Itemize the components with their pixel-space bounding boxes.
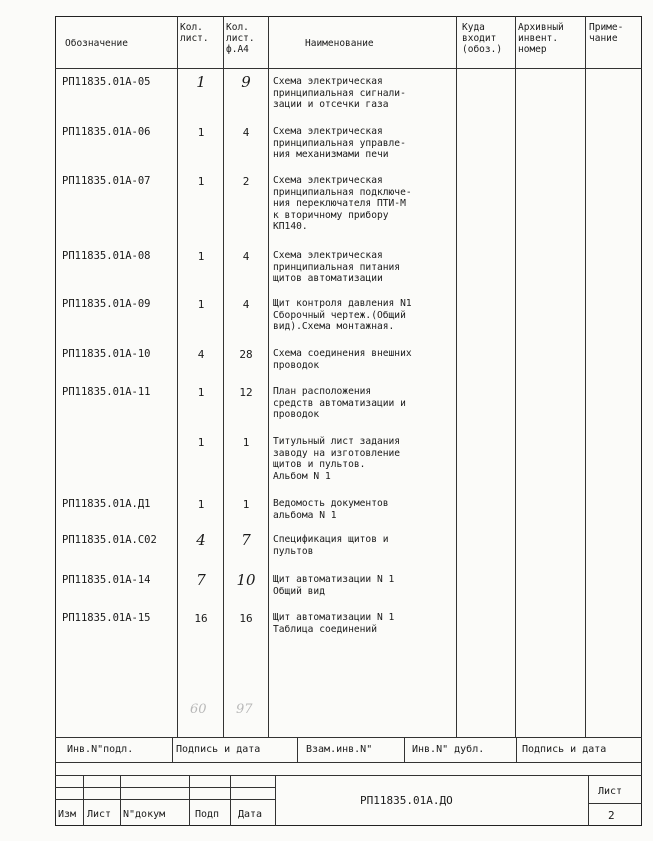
row-designation: РП11835.01А-14: [62, 574, 151, 586]
row-sheets-a4: 7: [241, 531, 251, 549]
row-name: Щит контроля давления N1 Сборочный чертеж.(Общий вид).Схема монтажная.: [273, 298, 412, 332]
row-sheets-a4: 10: [236, 571, 256, 589]
header-archive-no: Архивный инвент. номер: [518, 22, 564, 55]
titleblock-divider: [120, 775, 121, 826]
row-sheets: 1: [197, 386, 205, 399]
row-designation: РП11835.01А-11: [62, 386, 151, 398]
footer-divider: [297, 737, 298, 762]
row-sheets: 1: [197, 126, 205, 139]
header-designation: Обозначение: [65, 38, 128, 49]
row-designation: РП11835.01А-10: [62, 348, 151, 360]
row-sheets-a4: 16: [239, 612, 253, 625]
col-divider: [268, 16, 269, 737]
footer-inv-podl: Инв.N"подл.: [67, 744, 134, 755]
col-divider: [515, 16, 516, 737]
row-designation: РП11835.01А-06: [62, 126, 151, 138]
row-sheets-a4: 1: [242, 436, 250, 449]
row-sheets: 1: [196, 73, 206, 91]
row-designation: РП11835.01А-07: [62, 175, 151, 187]
row-sheets-a4: 4: [242, 250, 250, 263]
header-divider: [55, 68, 642, 69]
titleblock-line: [55, 799, 275, 800]
header-sheets: Кол. лист.: [180, 22, 209, 44]
header-note: Приме- чание: [589, 22, 624, 44]
row-name: План расположения средств автоматизации и проводок: [273, 386, 406, 420]
titleblock-divider: [588, 775, 589, 826]
row-sheets: 1: [197, 436, 205, 449]
titleblock-divider: [189, 775, 190, 826]
row-name: Щит автоматизации N 1 Общий вид: [273, 574, 395, 597]
footer-top-line: [55, 737, 642, 738]
row-sheets-a4: 1: [242, 498, 250, 511]
row-designation: РП11835.01А-09: [62, 298, 151, 310]
row-sheets: 1: [197, 250, 205, 263]
titleblock-doc-code: РП11835.01А.ДО: [360, 794, 453, 807]
row-sheets-a4: 2: [242, 175, 250, 188]
col-divider: [585, 16, 586, 737]
row-sheets: 1: [197, 175, 205, 188]
titleblock-sheet-label: Лист: [598, 786, 623, 797]
titleblock-divider: [83, 775, 84, 826]
titleblock-divider: [230, 775, 231, 826]
row-name: Схема соединения внешних проводок: [273, 348, 412, 371]
row-designation: РП11835.01А.Д1: [62, 498, 151, 510]
titleblock-list: Лист: [87, 809, 112, 820]
row-sheets: 7: [196, 571, 206, 589]
row-name: Ведомость документов альбома N 1: [273, 498, 389, 521]
row-sheets-a4: 12: [239, 386, 253, 399]
footer-sign-date-1: Подпись и дата: [176, 744, 261, 755]
row-designation: РП11835.01А-05: [62, 76, 151, 88]
titleblock-divider: [275, 775, 276, 826]
titleblock-data: Дата: [238, 809, 263, 820]
titleblock-line: [55, 787, 275, 788]
total-a4: 97: [236, 702, 253, 717]
row-name: Схема электрическая принципиальная управле- ния механизмами печи: [273, 126, 406, 160]
row-designation: РП11835.01А-08: [62, 250, 151, 262]
row-name: Схема электрическая принципиальная питания щитов автоматизации: [273, 250, 401, 284]
titleblock-izm: Изм: [58, 809, 77, 820]
row-designation: РП11835.01А-15: [62, 612, 151, 624]
footer-divider: [404, 737, 405, 762]
row-sheets-a4: 9: [241, 73, 251, 91]
col-divider: [456, 16, 457, 737]
titleblock-line: [588, 803, 642, 804]
row-sheets: 1: [197, 498, 205, 511]
footer-inv-dubl: Инв.N" дубл.: [412, 744, 485, 755]
titleblock-line: [55, 775, 642, 776]
total-sheets: 60: [190, 702, 207, 717]
row-sheets-a4: 4: [242, 126, 250, 139]
header-name: Наименование: [305, 38, 374, 49]
row-sheets: 4: [196, 531, 206, 549]
row-name: Схема электрическая принципиальная сигнали- зации и отсечки газа: [273, 76, 406, 110]
row-name: Схема электрическая принципиальная подключе- ния переключателя ПТИ-М к вторичному прибору КП140.: [273, 175, 412, 232]
header-goes-to: Куда входит (обоз.): [462, 22, 503, 55]
row-name: Титульный лист задания заводу на изготовление щитов и пультов. Альбом N 1: [273, 436, 401, 482]
row-sheets-a4: 4: [242, 298, 250, 311]
titleblock-ndokum: N"докум: [123, 809, 166, 820]
footer-divider: [516, 737, 517, 762]
footer-divider: [172, 737, 173, 762]
footer-vzam-inv: Взам.инв.N": [306, 744, 373, 755]
titleblock-podp: Подп: [195, 809, 220, 820]
col-divider: [177, 16, 178, 737]
row-name: Спецификация щитов и пультов: [273, 534, 389, 557]
row-sheets-a4: 28: [239, 348, 253, 361]
row-sheets: 1: [197, 298, 205, 311]
col-divider: [223, 16, 224, 737]
titleblock-sheet-no: 2: [608, 809, 615, 822]
row-sheets: 4: [197, 348, 205, 361]
row-name: Щит автоматизации N 1 Таблица соединений: [273, 612, 395, 635]
footer-sign-line: [55, 762, 642, 763]
footer-sign-date-2: Подпись и дата: [522, 744, 607, 755]
header-sheets-a4: Кол. лист. ф.А4: [226, 22, 255, 55]
row-designation: РП11835.01А.С02: [62, 534, 157, 546]
row-sheets: 16: [194, 612, 208, 625]
